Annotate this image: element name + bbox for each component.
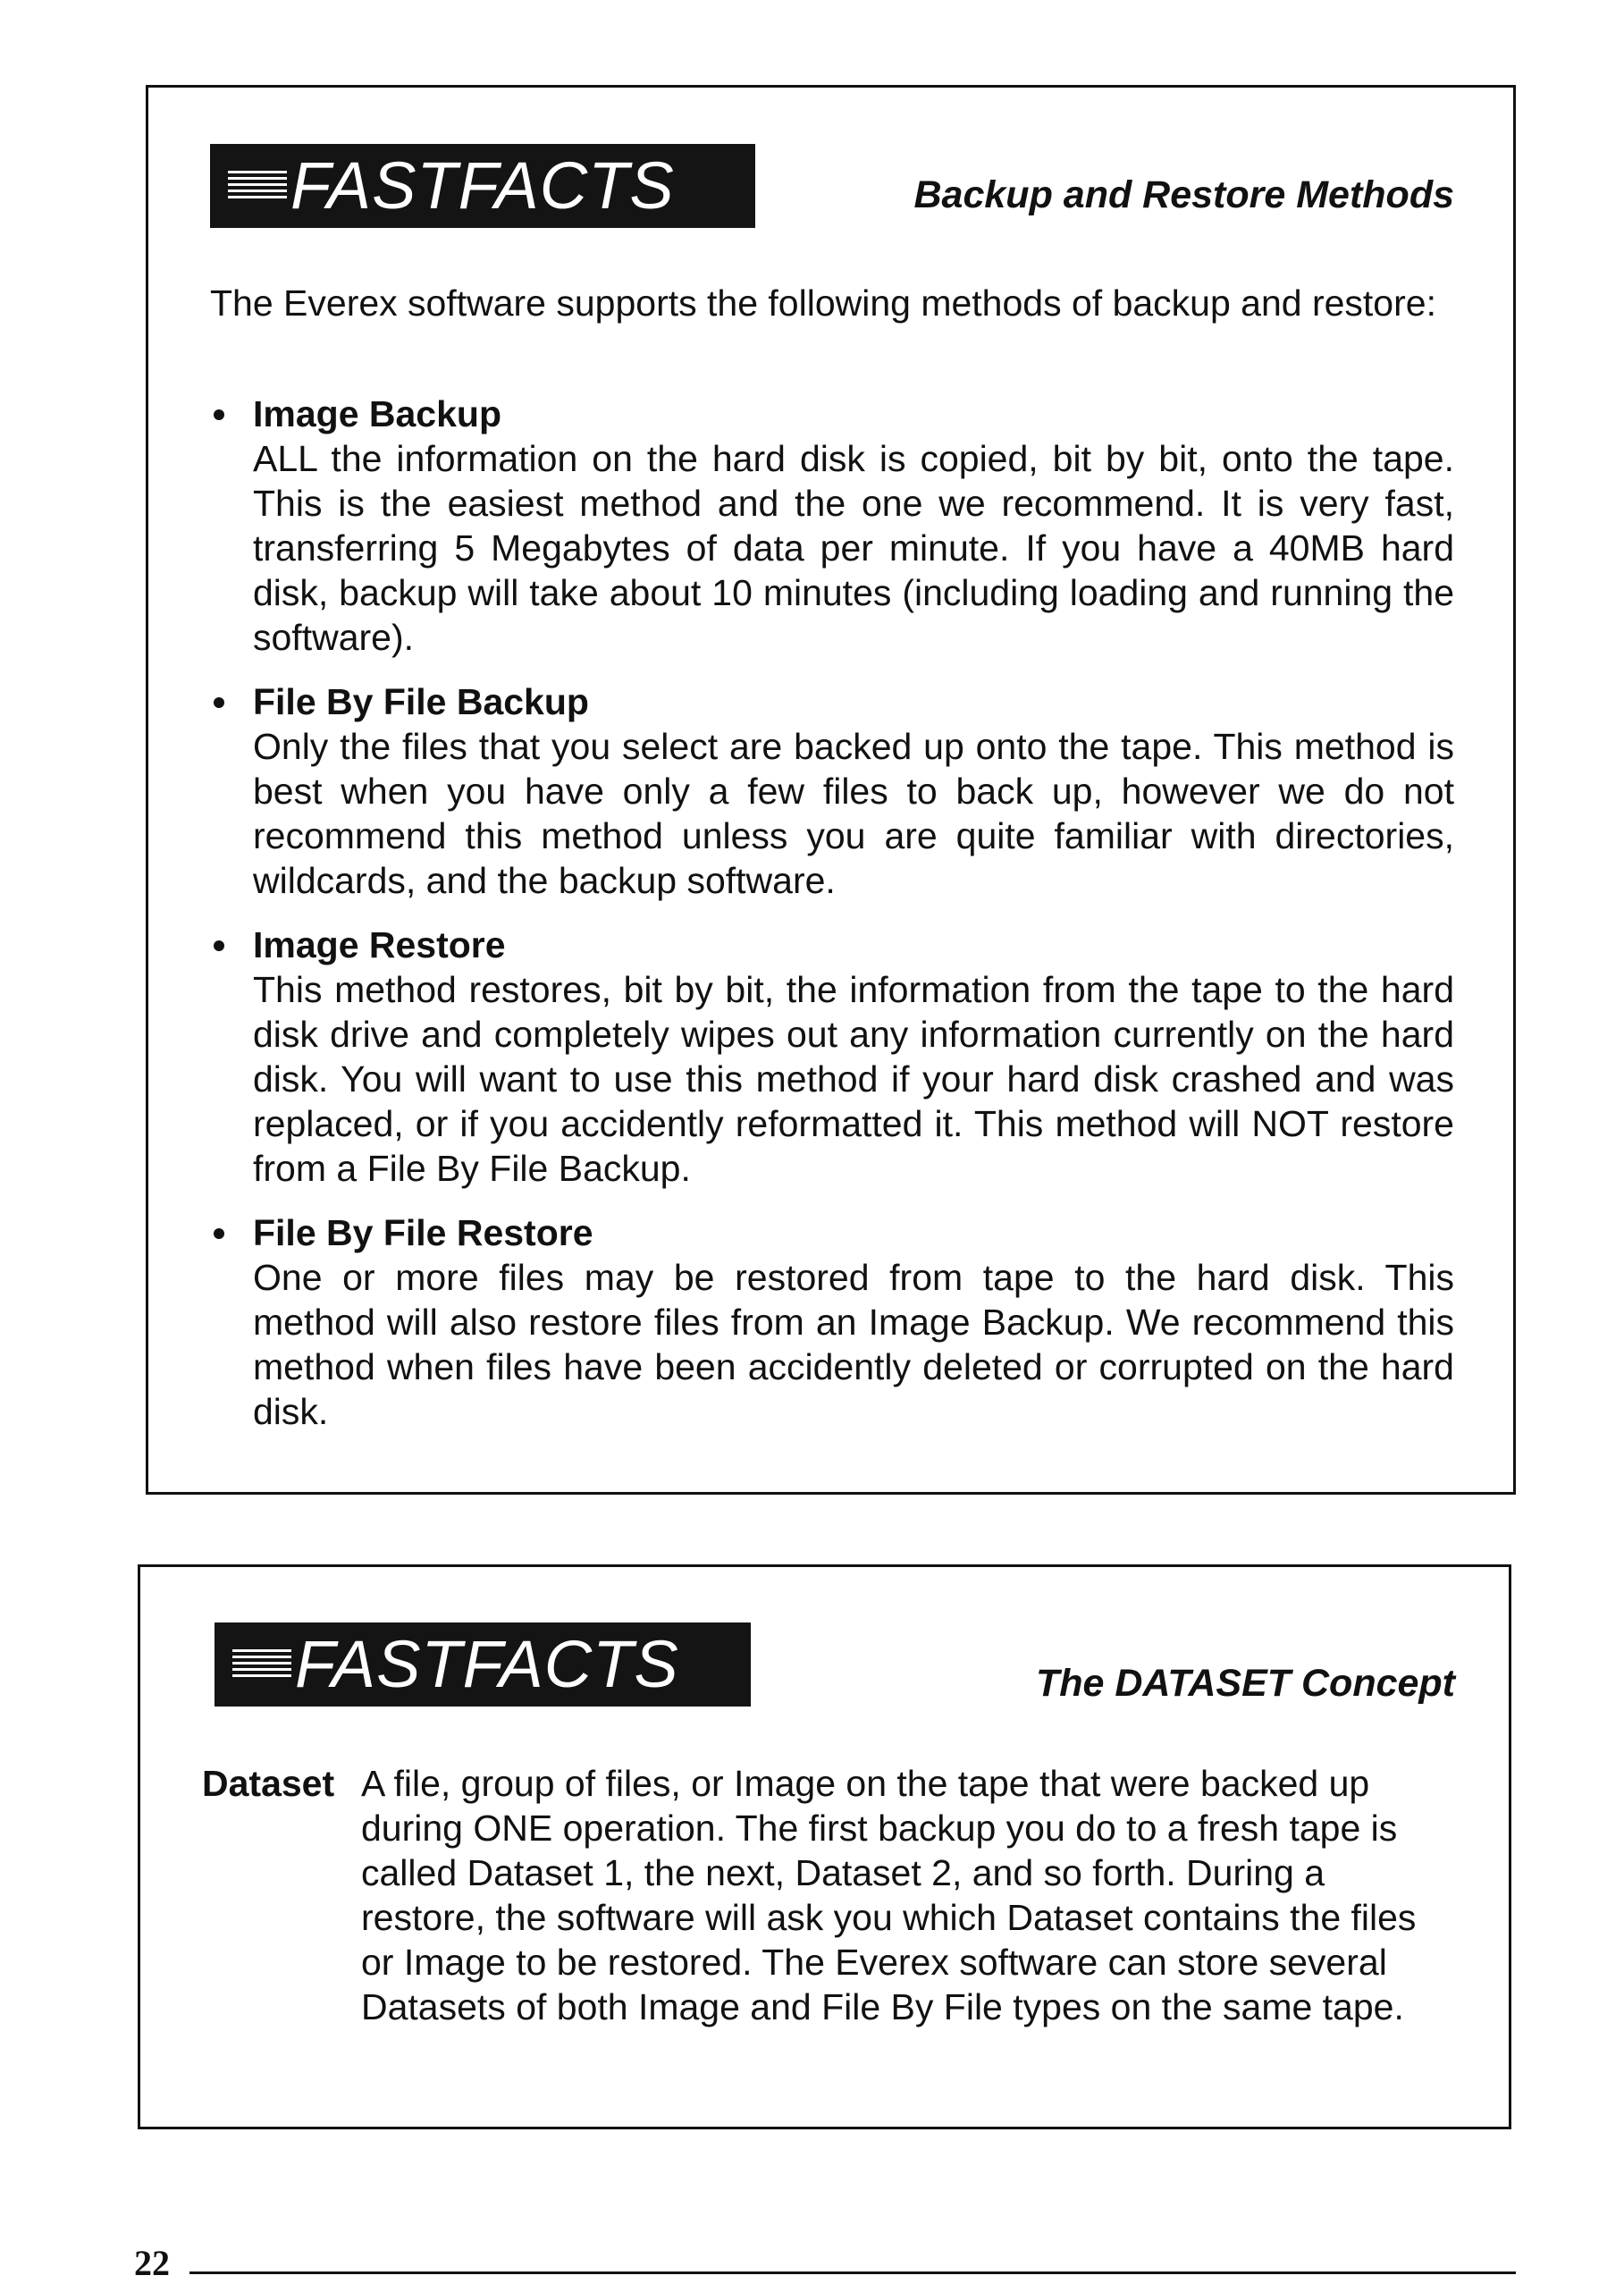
definition-text: A file, group of files, or Image on the tape that were backed up during ONE operation. The first backup you do to a fresh tape is called Dataset 1, the next, Dataset 2, and so forth. During a restore, the software will ask you which Dataset contains the files or Image to be restored. The Everex software can store several Datasets of both Image and File By File types on the same tape. <box>361 1763 1417 2027</box>
section-title: Backup and Restore Methods <box>913 173 1454 216</box>
list-item <box>210 923 1454 1191</box>
fastfacts-box-backup-restore <box>146 85 1516 1495</box>
methods-list <box>210 392 1454 1454</box>
definition-term: Dataset <box>202 1763 335 1804</box>
bullet-icon <box>214 940 224 951</box>
bullet-icon <box>214 697 224 708</box>
item-body: One or more files may be restored from tape to the hard disk. This method will also restore files from an Image Backup. We recommend this method when files have been accidently deleted or corrupted on the hard disk. <box>253 1257 1454 1432</box>
list-item <box>210 679 1454 903</box>
footer-rule <box>189 2271 1516 2274</box>
item-body: Only the files that you select are backed up onto the tape. This method is best when you have only a few files to back up, however we do not recommend this method unless you are quite familiar with directories, wildcards, and the backup software. <box>253 726 1454 901</box>
definition <box>202 1761 1455 2029</box>
banner-text: FASTFACTS <box>295 1627 679 1701</box>
menu-lines-icon <box>228 171 287 201</box>
fastfacts-banner <box>210 144 755 228</box>
item-title: Image Backup <box>253 393 501 434</box>
item-body: This method restores, bit by bit, the information from the tape to the hard disk drive and completely wipes out any information currently on the hard disk. You will want to use this method if your hard disk crashed and was replaced, or if you accidently reformatted it. This method will NOT restore from a File By File Backup. <box>253 969 1454 1189</box>
banner-text: FASTFACTS <box>290 148 675 223</box>
menu-lines-icon <box>232 1649 291 1680</box>
page-number: 22 <box>134 2243 170 2283</box>
intro-paragraph: The Everex software supports the following methods of backup and restore: <box>210 282 1436 324</box>
item-body: ALL the information on the hard disk is copied, bit by bit, onto the tape. This is the easiest method and the one we recommend. It is very fast, transferring 5 Megabytes of data per minute. If you have a 40MB hard disk, backup will take about 10 minutes (including loading and running the software). <box>253 438 1454 658</box>
bullet-icon <box>214 409 224 420</box>
fastfacts-banner <box>215 1622 751 1707</box>
list-item <box>210 1210 1454 1434</box>
section-title: The DATASET Concept <box>1035 1662 1455 1705</box>
item-title: File By File Backup <box>253 681 589 722</box>
fastfacts-box-dataset <box>138 1564 1511 2129</box>
item-title: Image Restore <box>253 924 506 965</box>
list-item <box>210 392 1454 660</box>
bullet-icon <box>214 1228 224 1239</box>
item-title: File By File Restore <box>253 1212 593 1253</box>
